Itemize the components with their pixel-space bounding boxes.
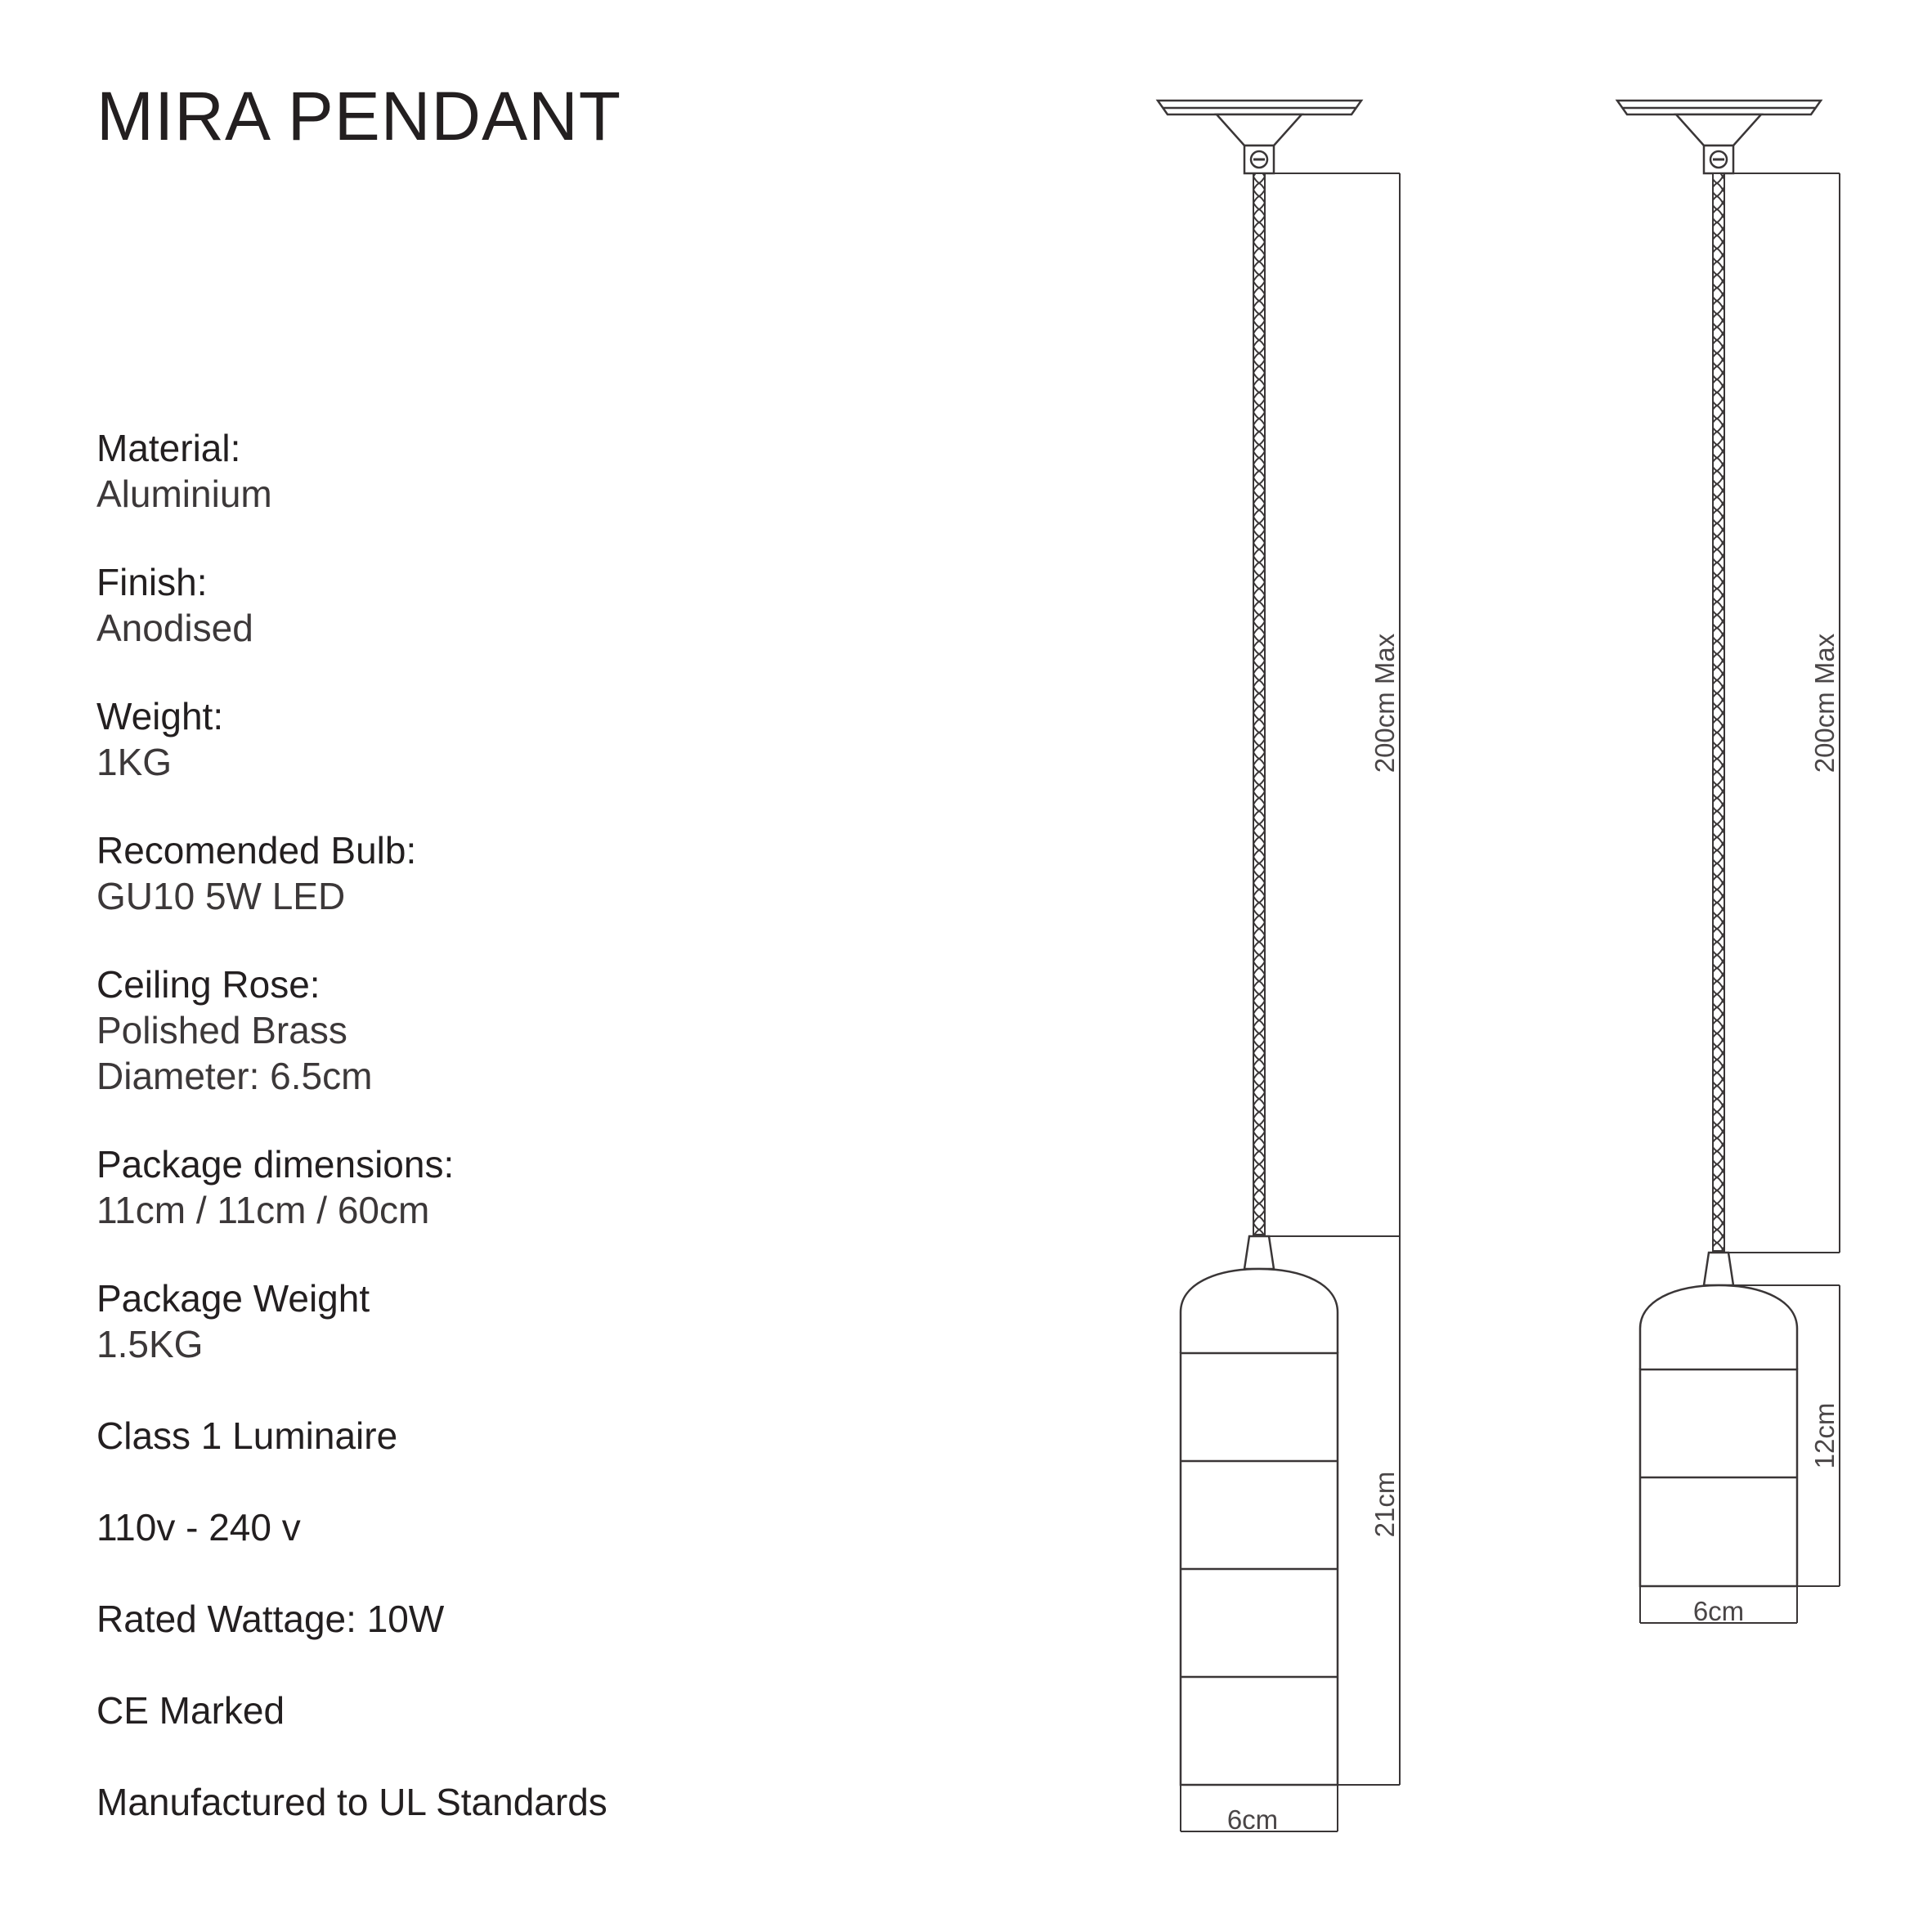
spec-value: 1.5KG [96,1323,204,1365]
spec-label: Weight: [96,695,224,737]
spec-value: Diameter: 6.5cm [96,1055,373,1097]
ceiling-rose [1617,101,1821,173]
spec-label: CE Marked [96,1689,285,1732]
spec-label: Manufactured to UL Standards [96,1781,607,1823]
ceiling-rose [1158,101,1361,173]
cable [1713,173,1724,1251]
shade-short [1640,1253,1797,1586]
dim-width-long: 6cm [1226,1804,1279,1835]
spec-value: Anodised [96,607,253,649]
spec-value: Aluminium [96,473,272,515]
dim-height-long: 21cm [1369,1471,1400,1538]
spec-label: 110v - 240 v [96,1506,301,1549]
pendant-long [1158,101,1400,1831]
cable [1253,173,1265,1235]
page-title: MIRA PENDANT [96,78,622,155]
spec-label: Material: [96,427,241,469]
spec-label: Class 1 Luminaire [96,1414,398,1457]
spec-label: Ceiling Rose: [96,963,321,1006]
dim-cable-long: 200cm Max [1369,633,1400,773]
spec-value: 1KG [96,741,173,783]
dim-cable-short: 200cm Max [1809,633,1840,773]
spec-value: 11cm / 11cm / 60cm [96,1189,430,1231]
dim-height-short: 12cm [1809,1402,1840,1469]
pendant-short [1617,101,1840,1623]
spec-value: GU10 5W LED [96,875,346,917]
dim-width-short: 6cm [1692,1596,1745,1626]
spec-label: Rated Wattage: 10W [96,1598,445,1640]
spec-label: Recomended Bulb: [96,829,417,872]
spec-label: Finish: [96,561,208,603]
spec-label: Package Weight [96,1277,370,1320]
spec-label: Package dimensions: [96,1143,455,1186]
spec-value: Polished Brass [96,1009,347,1051]
shade-long [1181,1236,1338,1785]
